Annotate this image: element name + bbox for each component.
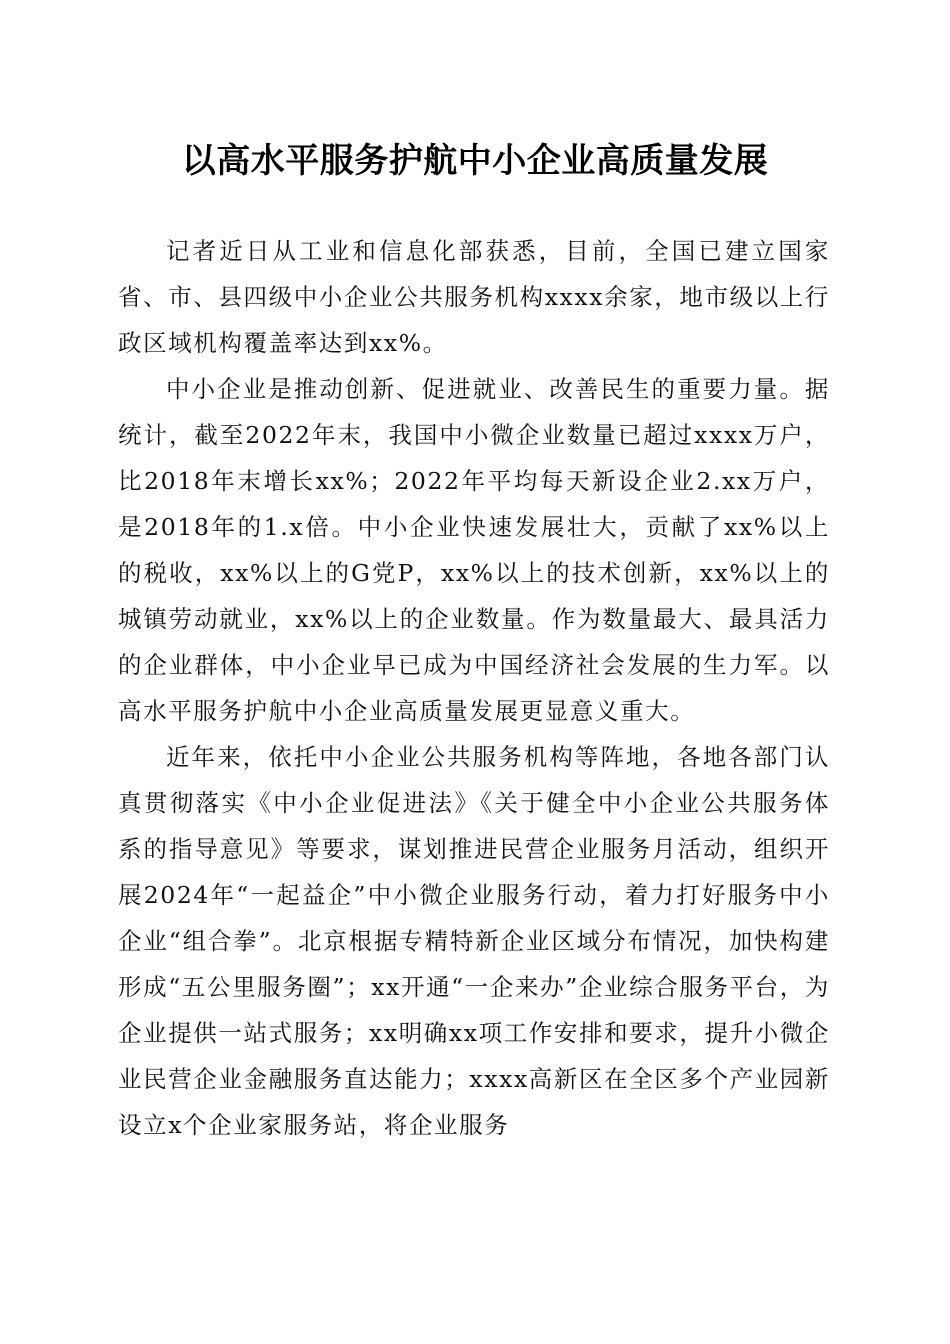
document-body <box>118 228 830 1148</box>
paragraph-1: 记者近日从工业和信息化部获悉，目前，全国已建立国家省、市、县四级中小企业公共服务机构xxxx余家，地市级以上行政区域机构覆盖率达到xx%。 <box>118 237 831 357</box>
paragraph-2: 中小企业是推动创新、促进就业、改善民生的重要力量。据统计，截至2022年末，我国中小微企业数量已超过xxxx万户，比2018年末增长xx%；2022年平均每天新设企业2.xx万户，是2018年的1.x倍。中小企业快速发展壮大，贡献了xx%以上的税收，xx%以上的G党P，xx%以上的技术创新，xx%以上的城镇劳动就业，xx%以上的企业数量。作为数量最大、最具活力的企业群体，中小企业早已成为中国经济社会发展的生力军。以高水平服务护航中小企业高质量发展更显意义重大。 <box>118 375 830 725</box>
document-title: 以高水平服务护航中小企业高质量发展 <box>181 141 769 181</box>
paragraph-3: 近年来，依托中小企业公共服务机构等阵地，各地各部门认真贯彻落实《中小企业促进法》《关于健全中小企业公共服务体系的指导意见》等要求，谋划推进民营企业服务月活动，组织开展2024年“一起益企”中小微企业服务行动，着力打好服务中小企业“组合拳”。北京根据专精特新企业区域分布情况，加快构建形成“五公里服务圈”；xx开通“一企来办”企业综合服务平台，为企业提供一站式服务；xx明确xx项工作安排和要求，提升小微企业民营企业金融服务直达能力；xxxx高新区在全区多个产业园新设立x个企业家服务站，将企业服务 <box>118 743 831 1139</box>
